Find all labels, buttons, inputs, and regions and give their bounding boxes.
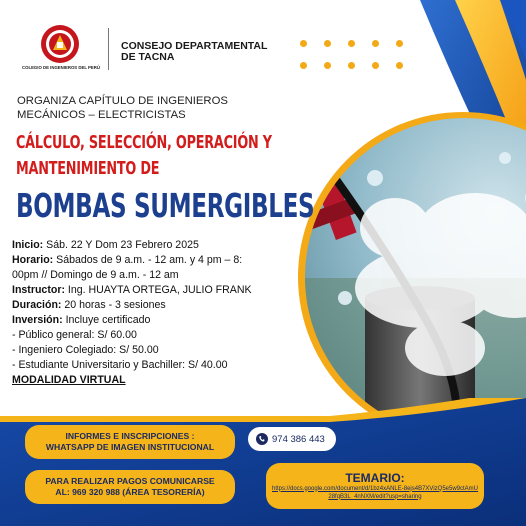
pay-line-2: AL: 969 320 988 (ÁREA TESORERÍA) <box>55 487 205 497</box>
organizer <box>17 94 228 122</box>
title-line-2: MANTENIMIENTO DE <box>16 158 160 179</box>
decorative-dots <box>300 40 410 72</box>
price-public: - Público general: S/ 60.00 <box>12 329 137 341</box>
duracion-label: Duración: <box>12 299 62 311</box>
council-line-2: DE TACNA <box>121 51 175 63</box>
council-line-1: CONSEJO DEPARTAMENTAL <box>121 40 268 52</box>
instructor-label: Instructor: <box>12 284 65 296</box>
inversion-row <box>12 313 150 328</box>
inicio-label: Inicio: <box>12 239 44 251</box>
instructor-value: Ing. HUAYTA ORTEGA, JULIO FRANK <box>64 284 252 296</box>
info-line-2: WHATSAPP DE IMAGEN INSTITUCIONAL <box>45 442 215 452</box>
horario-label: Horario: <box>12 254 54 266</box>
pay-line-1: PARA REALIZAR PAGOS COMUNICARSE <box>45 476 215 486</box>
logo-caption: COLEGIO DE INGENIEROS DEL PERÚ <box>22 65 100 70</box>
header-divider <box>108 28 109 70</box>
title-main: BOMBAS SUMERGIBLES <box>16 186 315 225</box>
temario-pill <box>266 463 484 509</box>
organizer-line-2: MECÁNICOS – ELECTRICISTAS <box>17 109 186 121</box>
inversion-value: Incluye certificado <box>62 314 151 326</box>
duracion-value: 20 horas - 3 sesiones <box>61 299 166 311</box>
phone-pill[interactable] <box>248 427 336 451</box>
title-line-1: CÁLCULO, SELECCIÓN, OPERACIÓN Y <box>16 132 272 153</box>
temario-link[interactable]: https://docs.google.com/document/d/1bz4xANLE-8ejs4B7XVizQ5e5w9ctAmU28fqB3L_4nNXM/edit?usp=sharing <box>272 485 478 500</box>
horario-row-2: 00pm // Domingo de 9 a.m. - 12 am <box>12 269 179 281</box>
modalidad: MODALIDAD VIRTUAL <box>12 374 126 386</box>
duracion-row <box>12 298 166 313</box>
phone-number: 974 386 443 <box>272 433 325 445</box>
info-line-1: INFORMES E INSCRIPCIONES : <box>65 431 195 441</box>
price-engineer: - Ingeniero Colegiado: S/ 50.00 <box>12 344 159 356</box>
inicio-row <box>12 238 199 253</box>
temario-title: TEMARIO: <box>345 470 405 485</box>
info-pill <box>25 425 235 459</box>
horario-value: Sábados de 9 a.m. - 12 am. y 4 pm – 8: <box>53 254 243 266</box>
phone-icon <box>256 433 268 445</box>
organizer-line-1: ORGANIZA CAPÍTULO DE INGENIEROS <box>17 95 228 107</box>
council-name <box>121 41 267 63</box>
cip-logo <box>40 24 80 64</box>
inversion-label: Inversión: <box>12 314 63 326</box>
instructor-row <box>12 283 252 298</box>
payment-pill <box>25 470 235 504</box>
inicio-value: Sáb. 22 Y Dom 23 Febrero 2025 <box>43 239 199 251</box>
horario-row <box>12 253 242 268</box>
price-student: - Estudiante Universitario y Bachiller: S/ 40.00 <box>12 359 228 371</box>
